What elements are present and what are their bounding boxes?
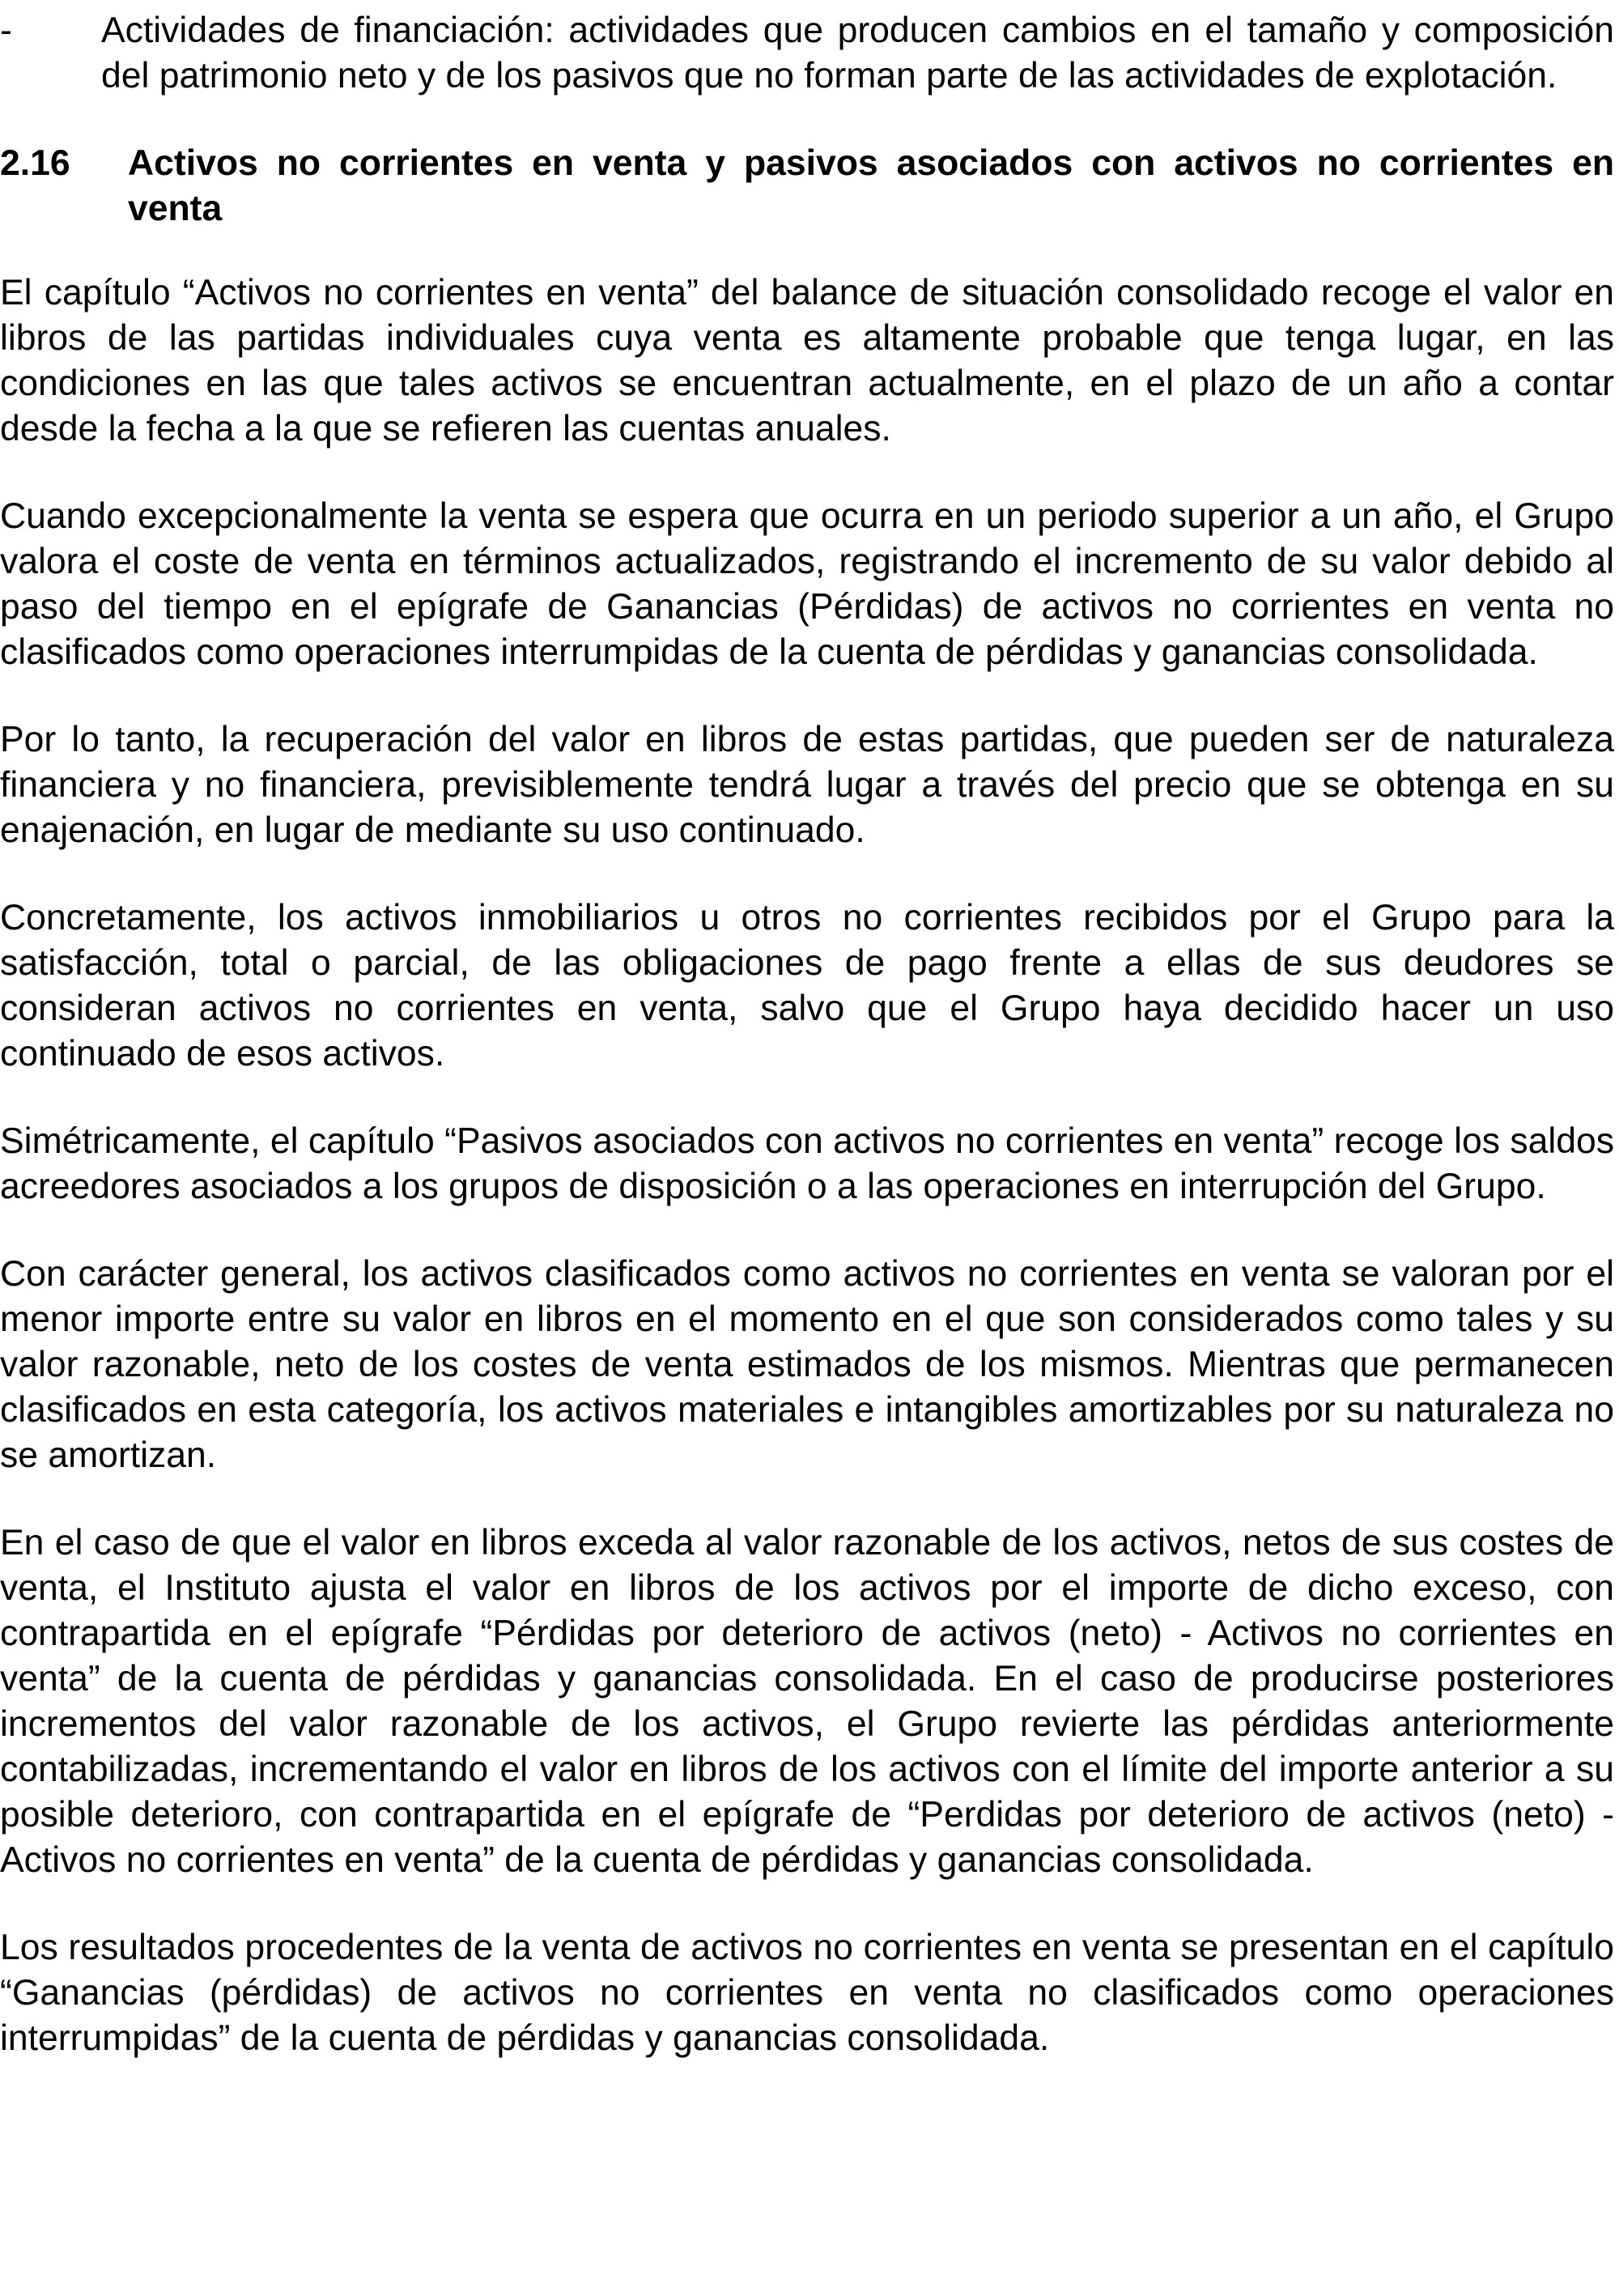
paragraph: Por lo tanto, la recuperación del valor en libros de estas partidas, que pueden ser de naturaleza financiera y no financiera, previsiblemente tendrá lugar a través del precio que se obtenga en su enajenación, en lugar de mediante su uso continuado.	[0, 720, 1614, 850]
paragraph: Los resultados procedentes de la venta de activos no corrientes en venta se presentan en el capítulo “Ganancias (pérdidas) de activos no corrientes en venta no clasificados como operaciones interrumpidas” de la cuenta de pérdidas y ganancias consolidada.	[0, 1928, 1614, 2058]
bullet-item	[0, 8, 1614, 99]
bullet-text: Actividades de financiación: actividades que producen cambios en el tamaño y composición del patrimonio neto y de los pasivos que no forman parte de las actividades de explotación.	[101, 11, 1614, 96]
paragraph: El capítulo “Activos no corrientes en venta” del balance de situación consolidado recoge el valor en libros de las partidas individuales cuya venta es altamente probable que tenga lugar, en las condiciones en las que tales activos se encuentran actualmente, en el plazo de un año a contar desde la fecha a la que se refieren las cuentas anuales.	[0, 273, 1614, 449]
section-number: 2.16	[0, 143, 70, 183]
section-title: Activos no corrientes en venta y pasivos asociados con activos no corrientes en venta	[128, 143, 1614, 228]
document-body	[0, 8, 1614, 2061]
paragraph: Concretamente, los activos inmobiliarios u otros no corrientes recibidos por el Grupo para la satisfacción, total o parcial, de las obligaciones de pago frente a ellas de sus deudores se consideran activos no corrientes en venta, salvo que el Grupo haya decidido hacer un uso continuado de esos activos.	[0, 898, 1614, 1074]
paragraph: Cuando excepcionalmente la venta se espera que ocurra en un periodo superior a un año, el Grupo valora el coste de venta en términos actualizados, registrando el incremento de su valor debido al paso del tiempo en el epígrafe de Ganancias (Pérdidas) de activos no corrientes en venta no clasificados como operaciones interrumpidas de la cuenta de pérdidas y ganancias consolidada.	[0, 496, 1614, 672]
paragraph: Con carácter general, los activos clasificados como activos no corrientes en venta se valoran por el menor importe entre su valor en libros en el momento en el que son considerados como tales y su valor razonable, neto de los costes de venta estimados de los mismos. Mientras que permanecen clasificados en esta categoría, los activos materiales e intangibles amortizables por su naturaleza no se amortizan.	[0, 1254, 1614, 1475]
section-heading	[0, 141, 1614, 232]
paragraph: Simétricamente, el capítulo “Pasivos asociados con activos no corrientes en venta” recoge los saldos acreedores asociados a los grupos de disposición o a las operaciones en interrupción del Grupo.	[0, 1121, 1614, 1206]
paragraph: En el caso de que el valor en libros exceda al valor razonable de los activos, netos de sus costes de venta, el Instituto ajusta el valor en libros de los activos por el importe de dicho exceso, con contrapartida en el epígrafe “Pérdidas por deterioro de activos (neto) - Activos no corrientes en venta” de la cuenta de pérdidas y ganancias consolidada. En el caso de producirse posteriores incrementos del valor razonable de los activos, el Grupo revierte las pérdidas anteriormente contabilizadas, incrementando el valor en libros de los activos con el límite del importe anterior a su posible deterioro, con contrapartida en el epígrafe de “Perdidas por deterioro de activos (neto) - Activos no corrientes en venta” de la cuenta de pérdidas y ganancias consolidada.	[0, 1523, 1614, 1880]
bullet-marker: -	[0, 11, 12, 50]
